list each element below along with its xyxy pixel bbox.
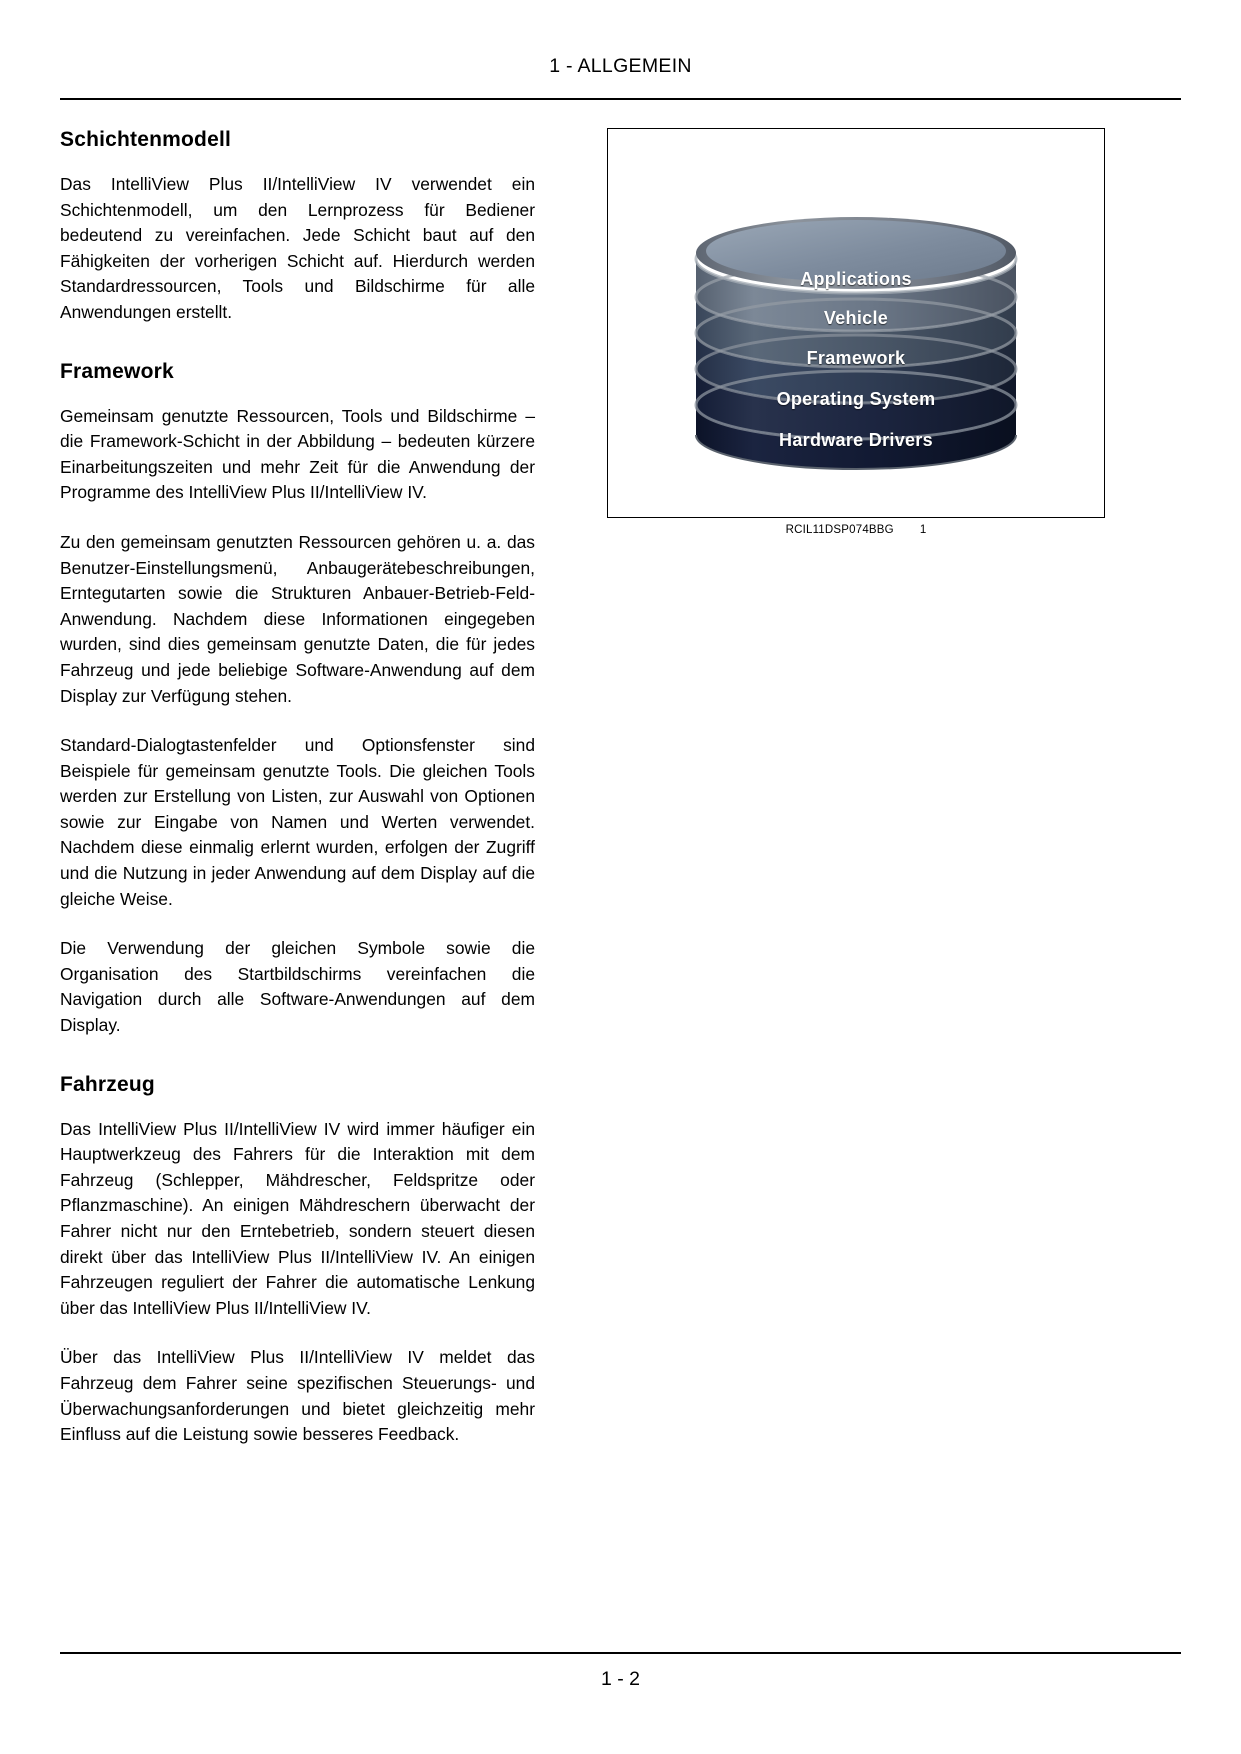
page-header: 1 - ALLGEMEIN (549, 55, 692, 77)
heading-fahrzeug: Fahrzeug (60, 1072, 155, 1096)
footer-divider (60, 1652, 1181, 1654)
layer-label-vehicle: Vehicle (823, 308, 889, 328)
layer-label-operating-system: Operating System (776, 389, 936, 409)
heading-schichtenmodell: Schichtenmodell (60, 128, 232, 151)
text-column (60, 128, 535, 1472)
figure-caption (607, 524, 1105, 536)
paragraph-fahrzeug-2: Über das IntelliView Plus II/IntelliView IV meldet das Fahrzeug dem Fahrer seine spezifischen Steuerungs- und Überwachungsanforderungen und bietet gleichzeitig mehr Einfluss auf die Leistung sowie besseres Feedback. (60, 1347, 535, 1445)
figure-caption-number: 1 (919, 524, 927, 536)
figure-caption-code: RCIL11DSP074BBG (785, 524, 894, 536)
figure-layer-model (607, 128, 1105, 518)
layer-label-hardware-drivers: Hardware Drivers (779, 430, 933, 450)
layer-label-applications: Applications (800, 269, 912, 289)
heading-framework: Framework (60, 359, 174, 383)
paragraph-fahrzeug-1: Das IntelliView Plus II/IntelliView IV wird immer häufiger ein Hauptwerkzeug des Fahrers für die Interaktion mit dem Fahrzeug (Schlepper, Mähdrescher, Feldspritze oder Pflanzmaschine). An einigen Mähdreschern überwacht der Fahrer nicht nur den Erntebetrieb, sondern steuert diesen direkt über das IntelliView Plus II/IntelliView IV. An einigen Fahrzeugen reguliert der Fahrer die automatische Lenkung über das IntelliView Plus II/IntelliView IV. (60, 1118, 535, 1318)
paragraph-framework-3: Standard-Dialogtastenfelder und Optionsfenster sind Beispiele für gemeinsam genutzte Tools. Die gleichen Tools werden zur Erstellung von Listen, zur Auswahl von Optionen sowie zur Eingabe von Namen und Werten verwendet. Nachdem diese einmalig erlernt wurden, erfolgen der Zugriff und die Nutzung in jeder Anwendung auf dem Display auf die gleiche Weise. (60, 735, 535, 909)
cylinder-diagram (691, 147, 1021, 487)
paragraph-framework-4: Die Verwendung der gleichen Symbole sowie die Organisation des Startbildschirms vereinfachen die Navigation durch alle Software-Anwendungen auf dem Display. (60, 938, 535, 1036)
layer-label-framework: Framework (806, 348, 906, 368)
paragraph-framework-2: Zu den gemeinsam genutzten Ressourcen gehören u. a. das Benutzer-Einstellungsmenü, Anbaugerätebeschreibungen, Erntegutarten sowie die Strukturen Anbauer-Betrieb-Feld-Anwendung. Nachdem diese Informationen eingegeben wurden, sind dies gemeinsam genutzte Daten, die für jedes Fahrzeug und jede beliebige Software-Anwendung auf dem Display zur Verfügung stehen. (60, 531, 535, 706)
paragraph-framework-1: Gemeinsam genutzte Ressourcen, Tools und Bildschirme – die Framework-Schicht in der Abbildung – bedeuten kürzere Einarbeitungszeiten und mehr Zeit für die Anwendung der Programme des IntelliView Plus II/IntelliView IV. (60, 405, 535, 503)
paragraph-schichtenmodell-1: Das IntelliView Plus II/IntelliView IV verwendet ein Schichtenmodell, um den Lernprozess für Bediener bedeutend zu vereinfachen. Jede Schicht baut auf den Fähigkeiten der vorherigen Schicht auf. Hierdurch werden Standardressourcen, Tools und Bildschirme für alle Anwendungen erstellt. (60, 174, 535, 322)
page-footer: 1 - 2 (600, 1668, 641, 1690)
header-divider (60, 98, 1181, 100)
